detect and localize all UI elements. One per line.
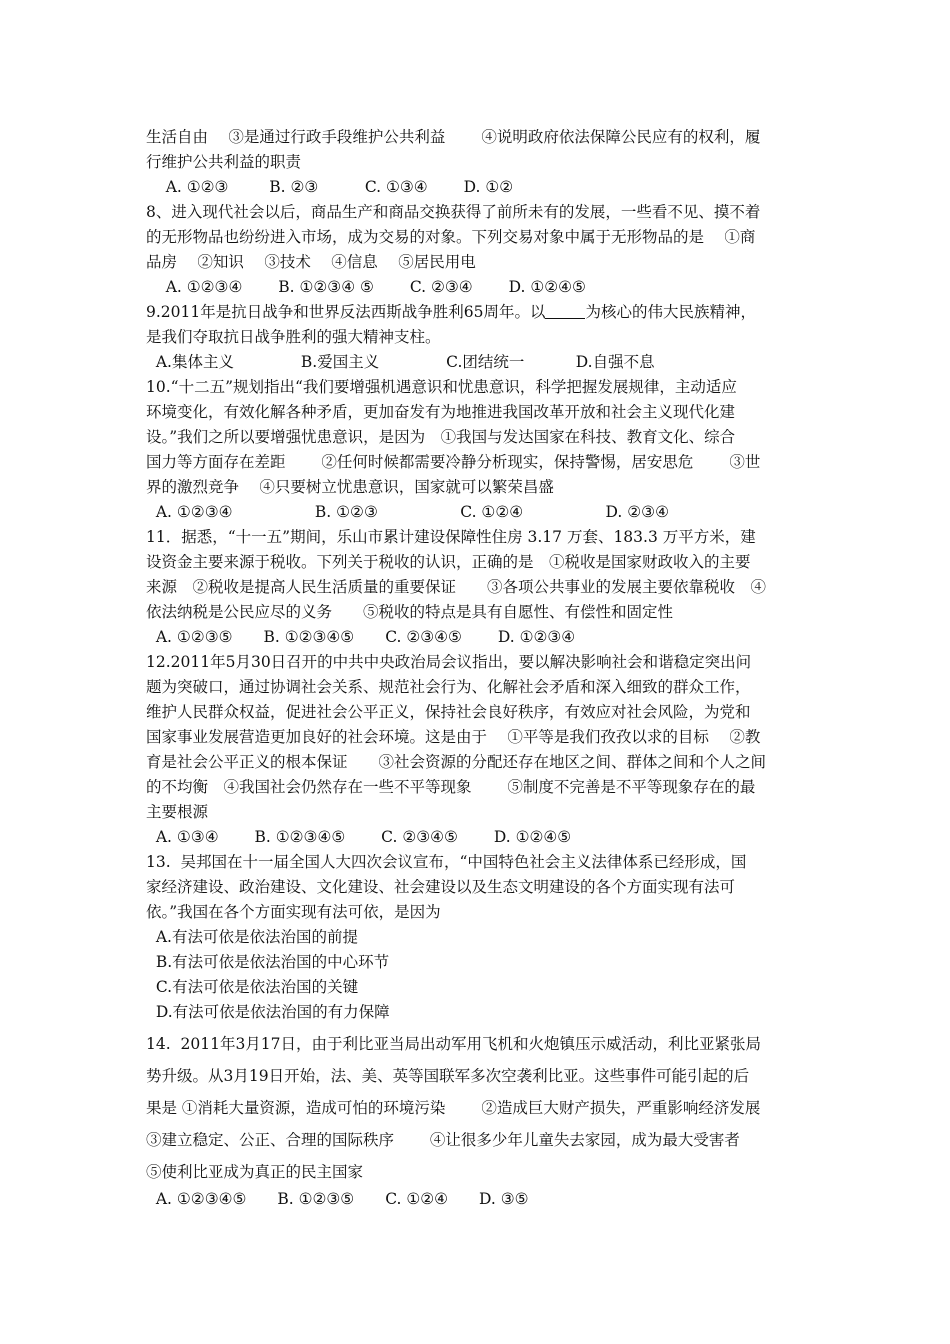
q12-line-3: 维护人民群众权益，促进社会公平正义，保持社会良好秩序，有效应对社会风险，为党和	[146, 703, 751, 721]
q12-line-7: 主要根源	[146, 803, 209, 821]
q9-options: A.集体主义 B.爱国主义 C.团结统一 D.自强不息	[146, 353, 655, 371]
q12-line-4: 国家事业发展营造更加良好的社会环境。这是由于 ①平等是我们孜孜以求的目标 ②教	[146, 728, 761, 746]
q10-line-3: 设。”我们之所以要增强忧患意识，是因为 ①我国与发达国家在科技、教育文化、综合	[146, 428, 736, 446]
answer-blank	[545, 302, 585, 319]
q13-option-c: C.有法可依是依法治国的关键	[146, 978, 359, 996]
q9-line-2: 是我们夺取抗日战争胜利的强大精神支柱。	[146, 328, 441, 346]
q7-line-2: 行维护公共利益的职责	[146, 153, 302, 171]
q8-line-3: 品房 ②知识 ③技术 ④信息 ⑤居民用电	[146, 253, 476, 271]
q9-line-1	[146, 300, 756, 324]
q8-options: A. ①②③④ B. ①②③④ ⑤ C. ②③④ D. ①②④⑤	[146, 278, 586, 296]
q11-line-3: 来源 ②税收是提高人民生活质量的重要保证 ③各项公共事业的发展主要依靠税收 ④	[146, 578, 767, 596]
q13-option-d: D.有法可依是依法治国的有力保障	[146, 1003, 390, 1021]
q10-line-2: 环境变化，有效化解各种矛盾，更加奋发有为地推进我国改革开放和社会主义现代化建	[146, 403, 736, 421]
q14-line-1: 14. 2011年3月17日，由于利比亚当局出动军用飞机和火炮镇压示威活动，利比亚紧张局	[146, 1035, 762, 1053]
q9-stem-start: 9.2011年是抗日战争和世界反法西斯战争胜利65周年。以	[146, 303, 546, 321]
q9-stem-end: 为核心的伟大民族精神，	[585, 303, 756, 321]
q11-line-2: 设资金主要来源于税收。下列关于税收的认识，正确的是 ①税收是国家财政收入的主要	[146, 553, 751, 571]
q11-line-1: 11．据悉，“十一五”期间，乐山市累计建设保障性住房 3.17 万套、183.3 万平方米，建	[146, 528, 756, 546]
q14-line-3: 果是 ①消耗大量资源，造成可怕的环境污染 ②造成巨大财产损失，严重影响经济发展	[146, 1099, 761, 1117]
q10-line-1: 10.“十二五”规划指出“我们要增强机遇意识和忧患意识，科学把握发展规律，主动适应	[146, 378, 737, 396]
q13-line-2: 家经济建设、政治建设、文化建设、社会建设以及生态文明建设的各个方面实现有法可	[146, 878, 736, 896]
q12-line-2: 题为突破口，通过协调社会关系、规范社会行为、化解社会矛盾和深入细致的群众工作，	[146, 678, 751, 696]
q11-options: A. ①②③⑤ B. ①②③④⑤ C. ②③④⑤ D. ①②③④	[146, 628, 576, 646]
q14-options: A. ①②③④⑤ B. ①②③⑤ C. ①②④ D. ③⑤	[146, 1190, 529, 1208]
q10-line-4: 国力等方面存在差距 ②任何时候都需要冷静分析现实，保持警惕，居安思危 ③世	[146, 453, 761, 471]
q13-option-a: A.有法可依是依法治国的前提	[146, 928, 358, 946]
q7-line-1: 生活自由 ③是通过行政手段维护公共利益 ④说明政府依法保障公民应有的权利，履	[146, 128, 761, 146]
q14-line-5: ⑤使利比亚成为真正的民主国家	[146, 1163, 364, 1181]
q10-line-5: 界的激烈竞争 ④只要树立忧患意识，国家就可以繁荣昌盛	[146, 478, 554, 496]
q14-line-2: 势升级。从3月19日开始，法、美、英等国联军多次空袭利比亚。这些事件可能引起的后	[146, 1067, 750, 1085]
q7-options: A. ①②③ B. ②③ C. ①③④ D. ①②	[146, 178, 514, 196]
q8-line-2: 的无形物品也纷纷进入市场，成为交易的对象。下列交易对象中属于无形物品的是 ①商	[146, 228, 756, 246]
q13-line-3: 依。”我国在各个方面实现有法可依，是因为	[146, 903, 441, 921]
q12-line-1: 12.2011年5月30日召开的中共中央政治局会议指出，要以解决影响社会和谐稳定突出问	[146, 653, 752, 671]
q12-line-6: 的不均衡 ④我国社会仍然存在一些不平等现象 ⑤制度不完善是不平等现象存在的最	[146, 778, 756, 796]
q12-options: A. ①③④ B. ①②③④⑤ C. ②③④⑤ D. ①②④⑤	[146, 828, 572, 846]
q11-line-4: 依法纳税是公民应尽的义务 ⑤税收的特点是具有自愿性、有偿性和固定性	[146, 603, 674, 621]
q12-line-5: 育是社会公平正义的根本保证 ③社会资源的分配还存在地区之间、群体之间和个人之间	[146, 753, 767, 771]
q13-line-1: 13. 吴邦国在十一届全国人大四次会议宣布，“中国特色社会主义法律体系已经形成，国	[146, 853, 747, 871]
q14-line-4: ③建立稳定、公正、合理的国际秩序 ④让很多少年儿童失去家园，成为最大受害者	[146, 1131, 740, 1149]
q13-option-b: B.有法可依是依法治国的中心环节	[146, 953, 390, 971]
q10-options: A. ①②③④ B. ①②③ C. ①②④ D. ②③④	[146, 503, 669, 521]
q8-line-1: 8、进入现代社会以后，商品生产和商品交换获得了前所未有的发展，一些看不见、摸不着	[146, 203, 761, 221]
